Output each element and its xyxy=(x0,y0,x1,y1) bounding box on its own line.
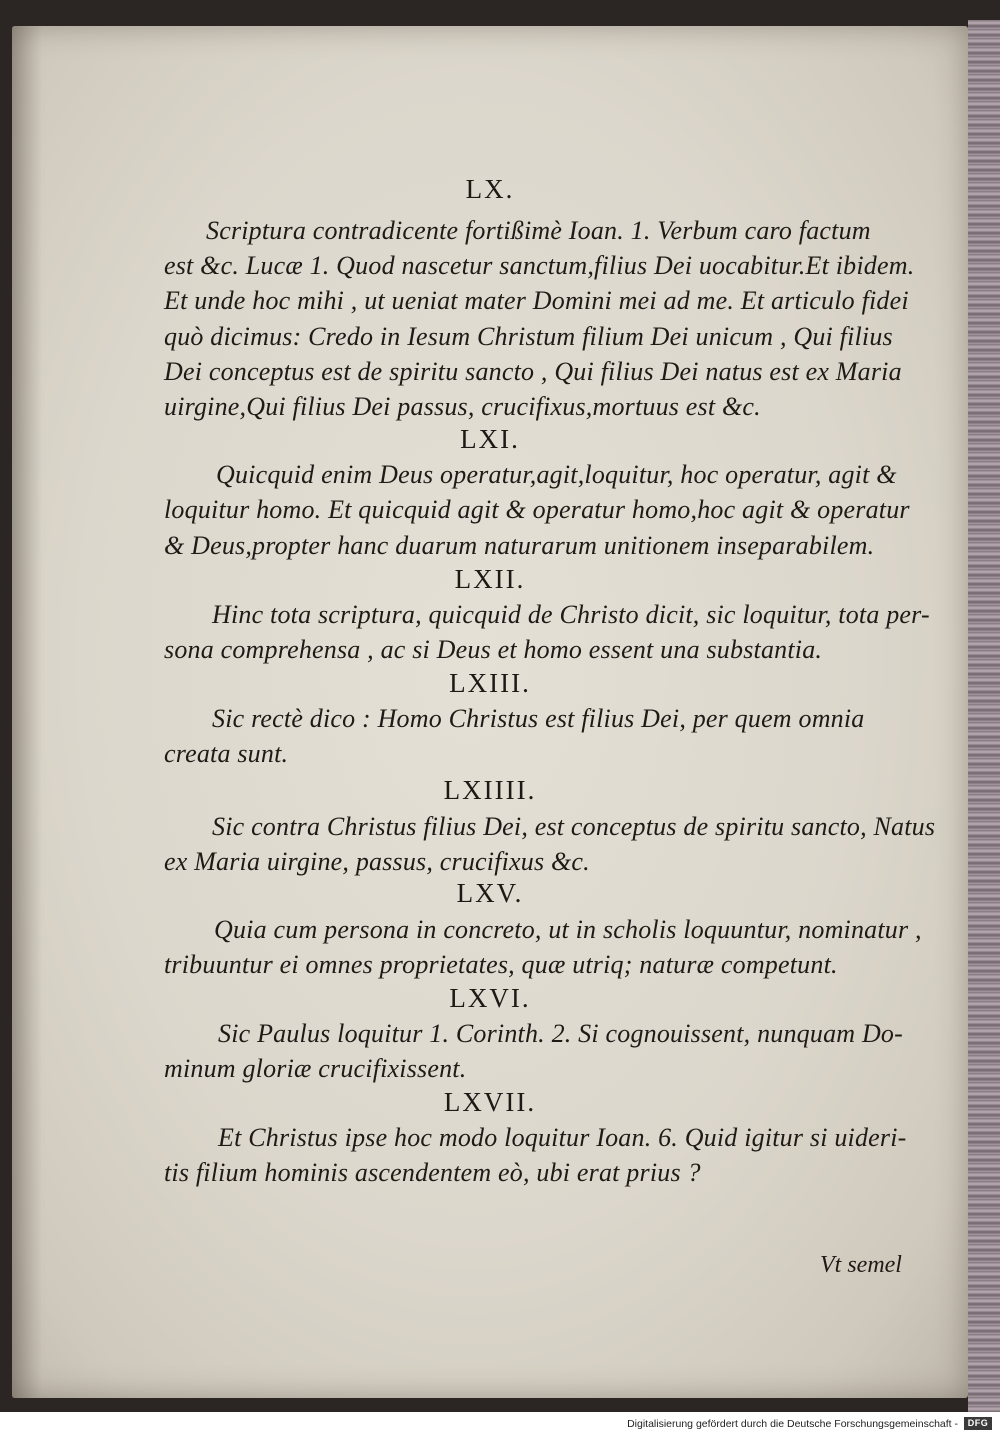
text-line: creata sunt. xyxy=(164,739,289,768)
section-heading: LXIII. xyxy=(449,668,531,698)
text-line: Hinc tota scriptura, quicquid de Christo dicit, sic loquitur, tota per- xyxy=(212,600,930,629)
text-line: tis filium hominis ascendentem eò, ubi erat prius ? xyxy=(164,1158,701,1187)
text-line: Sic Paulus loquitur 1. Corinth. 2. Si cognouissent, nunquam Do- xyxy=(218,1019,903,1048)
dfg-logo-icon: DFG xyxy=(964,1417,992,1430)
text-line: Quicquid enim Deus operatur,agit,loquitur, hoc operatur, agit & xyxy=(216,460,897,489)
section-heading: LXII. xyxy=(454,564,526,594)
footer-credit: Digitalisierung gefördert durch die Deutsche Forschungsgemeinschaft - xyxy=(627,1418,958,1430)
text-line: & Deus,propter hanc duarum naturarum unitionem inseparabilem. xyxy=(164,531,875,560)
book-page xyxy=(12,26,968,1398)
text-line: loquitur homo. Et quicquid agit & operatur homo,hoc agit & operatur xyxy=(164,495,910,524)
text-line: Et Christus ipse hoc modo loquitur Ioan. 6. Quid igitur si uideri- xyxy=(218,1123,907,1152)
catchword: Vt semel xyxy=(820,1252,902,1278)
text-line: ex Maria uirgine, passus, crucifixus &c. xyxy=(164,847,590,876)
text-line: Scriptura contradicente fortißimè Ioan. 1. Verbum caro factum xyxy=(206,216,871,245)
text-line: est &c. Lucæ 1. Quod nascetur sanctum,filius Dei uocabitur.Et ibidem. xyxy=(164,251,915,280)
text-line: quò dicimus: Credo in Iesum Christum filium Dei unicum , Qui filius xyxy=(164,322,893,351)
section-heading: LXVI. xyxy=(449,983,531,1013)
text-line: Et unde hoc mihi , ut ueniat mater Domini mei ad me. Et articulo fidei xyxy=(164,286,909,315)
text-line: uirgine,Qui filius Dei passus, crucifixus,mortuus est &c. xyxy=(164,392,761,421)
section-heading: LXV. xyxy=(456,878,524,908)
text-line: Dei conceptus est de spiritu sancto , Qui filius Dei natus est ex Maria xyxy=(164,357,902,386)
text-line: tribuuntur ei omnes proprietates, quæ utriq; naturæ competunt. xyxy=(164,950,838,979)
section-heading: LXIIII. xyxy=(443,775,537,805)
text-line: Sic rectè dico : Homo Christus est filius Dei, per quem omnia xyxy=(212,704,865,733)
section-heading: LXVII. xyxy=(443,1087,537,1117)
text-line: Quia cum persona in concreto, ut in scholis loquuntur, nominatur , xyxy=(214,915,922,944)
text-line: sona comprehensa , ac si Deus et homo essent una substantia. xyxy=(164,635,823,664)
section-heading: LX. xyxy=(465,174,515,204)
footer-bar xyxy=(0,1412,1000,1437)
text-line: minum gloriæ crucifixissent. xyxy=(164,1054,467,1083)
section-heading: LXI. xyxy=(460,424,520,454)
text-line: Sic contra Christus filius Dei, est conceptus de spiritu sancto, Natus xyxy=(212,812,936,841)
book-edge xyxy=(968,20,1000,1412)
